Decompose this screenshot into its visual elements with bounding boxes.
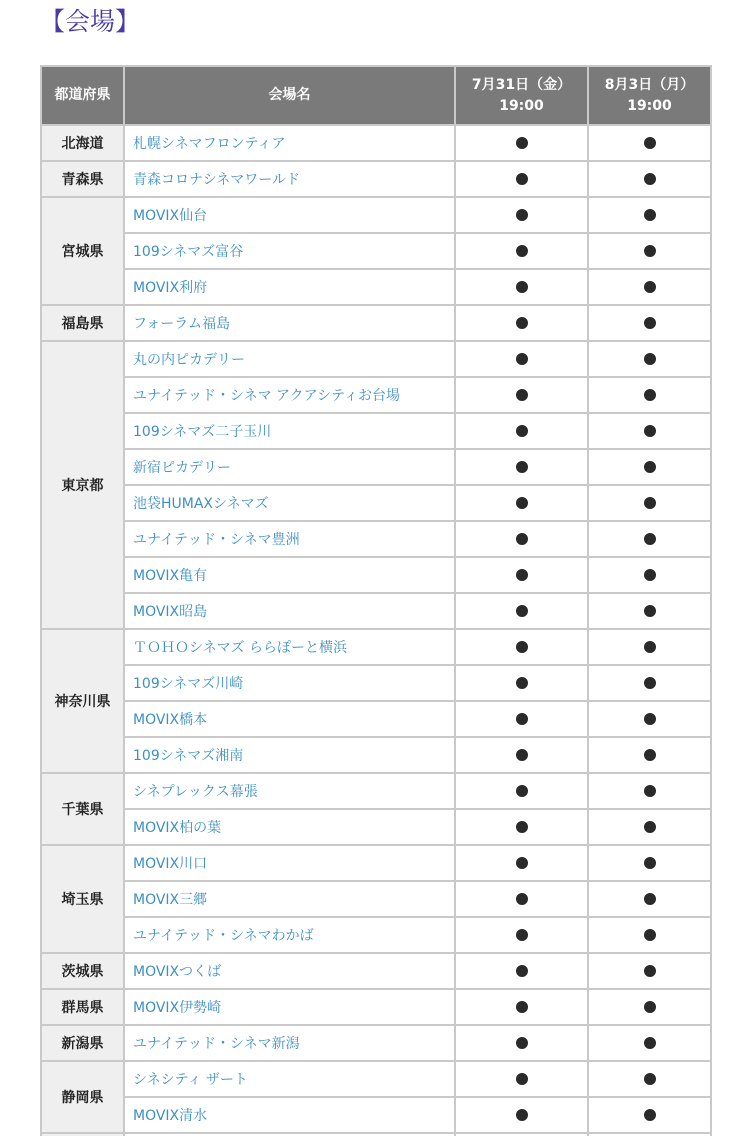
venue-cell — [124, 665, 455, 701]
available-dot-icon — [644, 605, 656, 617]
screening-date-1-cell — [455, 1061, 588, 1097]
venue-link[interactable]: ユナイテッド・シネマわかば — [133, 928, 314, 944]
venue-link[interactable]: 札幌シネマフロンティア — [133, 136, 286, 152]
venue-table-body — [41, 125, 711, 1136]
available-dot-icon — [644, 677, 656, 689]
available-dot-icon — [516, 1073, 528, 1085]
screening-date-1-cell — [455, 773, 588, 809]
table-row — [41, 197, 711, 233]
screening-date-2-cell — [588, 845, 711, 881]
venue-cell — [124, 809, 455, 845]
screening-date-2-cell — [588, 1025, 711, 1061]
screening-date-2-cell — [588, 449, 711, 485]
venue-cell — [124, 773, 455, 809]
available-dot-icon — [644, 929, 656, 941]
table-row — [41, 305, 711, 341]
available-dot-icon — [644, 245, 656, 257]
available-dot-icon — [644, 785, 656, 797]
venue-link[interactable]: フォーラム福島 — [133, 316, 231, 332]
screening-date-2-cell — [588, 161, 711, 197]
venue-link[interactable]: 新宿ピカデリー — [133, 460, 231, 476]
screening-date-1-cell — [455, 701, 588, 737]
header-date-1 — [455, 66, 588, 125]
screening-date-2-cell — [588, 413, 711, 449]
screening-date-1-cell — [455, 881, 588, 917]
available-dot-icon — [644, 209, 656, 221]
venue-link[interactable]: シネシティ ザート — [133, 1072, 248, 1088]
screening-date-2-cell — [588, 377, 711, 413]
venue-link[interactable]: 109シネマズ二子玉川 — [133, 424, 272, 440]
screening-date-2-cell — [588, 953, 711, 989]
venue-cell — [124, 917, 455, 953]
screening-date-1-cell — [455, 197, 588, 233]
available-dot-icon — [644, 569, 656, 581]
venue-cell — [124, 737, 455, 773]
available-dot-icon — [516, 749, 528, 761]
available-dot-icon — [644, 1109, 656, 1121]
available-dot-icon — [516, 353, 528, 365]
available-dot-icon — [644, 893, 656, 905]
screening-date-1-cell — [455, 521, 588, 557]
venue-link[interactable]: ユナイテッド・シネマ新潟 — [133, 1036, 300, 1052]
table-row — [41, 629, 711, 665]
available-dot-icon — [516, 173, 528, 185]
venue-link[interactable]: MOVIX川口 — [133, 856, 208, 872]
available-dot-icon — [644, 857, 656, 869]
available-dot-icon — [516, 713, 528, 725]
screening-date-1-cell — [455, 233, 588, 269]
screening-date-1-cell — [455, 917, 588, 953]
table-row — [41, 125, 711, 161]
available-dot-icon — [516, 281, 528, 293]
venue-table-header — [41, 66, 711, 125]
venue-cell — [124, 269, 455, 305]
available-dot-icon — [644, 749, 656, 761]
venue-cell — [124, 989, 455, 1025]
table-row — [41, 1061, 711, 1097]
venue-cell — [124, 1025, 455, 1061]
available-dot-icon — [516, 389, 528, 401]
screening-date-2-cell — [588, 233, 711, 269]
available-dot-icon — [516, 893, 528, 905]
available-dot-icon — [516, 461, 528, 473]
prefecture-cell: 群馬県 — [41, 989, 124, 1025]
venue-cell — [124, 413, 455, 449]
screening-date-1-cell — [455, 449, 588, 485]
header-venue: 会場名 — [124, 66, 455, 125]
venue-cell — [124, 593, 455, 629]
table-row — [41, 1097, 711, 1133]
prefecture-cell: 千葉県 — [41, 773, 124, 845]
prefecture-cell: 宮城県 — [41, 197, 124, 305]
available-dot-icon — [516, 137, 528, 149]
venue-link[interactable]: シネプレックス幕張 — [133, 784, 258, 800]
prefecture-cell: 埼玉県 — [41, 845, 124, 953]
venue-link[interactable]: 109シネマズ川崎 — [133, 676, 244, 692]
table-row — [41, 1025, 711, 1061]
screening-date-1-cell — [455, 953, 588, 989]
table-row — [41, 773, 711, 809]
venue-link[interactable]: MOVIX清水 — [133, 1108, 208, 1124]
header-date-2-time: 19:00 — [627, 97, 672, 114]
venue-link[interactable]: MOVIX利府 — [133, 280, 208, 296]
venue-link[interactable]: MOVIX仙台 — [133, 208, 208, 224]
table-row — [41, 953, 711, 989]
screening-date-1-cell — [455, 1097, 588, 1133]
venue-link[interactable]: ユナイテッド・シネマ豊洲 — [133, 532, 300, 548]
available-dot-icon — [644, 1037, 656, 1049]
screening-date-1-cell — [455, 1025, 588, 1061]
prefecture-cell: 北海道 — [41, 125, 124, 161]
available-dot-icon — [516, 1109, 528, 1121]
available-dot-icon — [644, 353, 656, 365]
screening-date-1-cell — [455, 557, 588, 593]
table-row — [41, 521, 711, 557]
available-dot-icon — [516, 245, 528, 257]
screening-date-1-cell — [455, 989, 588, 1025]
screening-date-2-cell — [588, 1061, 711, 1097]
prefecture-cell: 茨城県 — [41, 953, 124, 989]
screening-date-1-cell — [455, 629, 588, 665]
available-dot-icon — [516, 857, 528, 869]
prefecture-cell: 福島県 — [41, 305, 124, 341]
available-dot-icon — [516, 1001, 528, 1013]
screening-date-1-cell — [455, 737, 588, 773]
venue-cell — [124, 341, 455, 377]
available-dot-icon — [644, 533, 656, 545]
screening-date-2-cell — [588, 989, 711, 1025]
screening-date-2-cell — [588, 557, 711, 593]
screening-date-2-cell — [588, 521, 711, 557]
screening-date-2-cell — [588, 269, 711, 305]
screening-date-2-cell — [588, 341, 711, 377]
prefecture-cell: 東京都 — [41, 341, 124, 629]
header-prefecture: 都道府県 — [41, 66, 124, 125]
available-dot-icon — [516, 497, 528, 509]
available-dot-icon — [516, 677, 528, 689]
available-dot-icon — [644, 1073, 656, 1085]
table-row — [41, 161, 711, 197]
available-dot-icon — [516, 965, 528, 977]
available-dot-icon — [516, 317, 528, 329]
screening-date-2-cell — [588, 809, 711, 845]
venue-cell — [124, 881, 455, 917]
table-row — [41, 701, 711, 737]
prefecture-cell: 青森県 — [41, 161, 124, 197]
venue-table — [40, 65, 712, 1136]
screening-date-1-cell — [455, 341, 588, 377]
table-row — [41, 233, 711, 269]
venue-cell — [124, 845, 455, 881]
screening-date-2-cell — [588, 701, 711, 737]
screening-date-2-cell — [588, 593, 711, 629]
available-dot-icon — [516, 929, 528, 941]
table-row — [41, 917, 711, 953]
header-date-2 — [588, 66, 711, 125]
venue-cell — [124, 1061, 455, 1097]
available-dot-icon — [644, 821, 656, 833]
prefecture-cell: 静岡県 — [41, 1061, 124, 1133]
available-dot-icon — [644, 713, 656, 725]
section-title: 【会場】 — [40, 7, 141, 36]
venue-link[interactable]: 109シネマズ湘南 — [133, 748, 244, 764]
available-dot-icon — [644, 389, 656, 401]
table-row — [41, 377, 711, 413]
header-row — [41, 66, 711, 125]
screening-date-2-cell — [588, 881, 711, 917]
venue-cell — [124, 557, 455, 593]
header-date-1-day: 7月31日（金） — [471, 76, 572, 93]
table-row — [41, 881, 711, 917]
available-dot-icon — [516, 821, 528, 833]
table-row — [41, 269, 711, 305]
available-dot-icon — [516, 425, 528, 437]
table-row — [41, 593, 711, 629]
venue-link[interactable]: 丸の内ピカデリー — [133, 352, 245, 368]
available-dot-icon — [644, 497, 656, 509]
screening-date-1-cell — [455, 269, 588, 305]
table-row — [41, 845, 711, 881]
screening-date-2-cell — [588, 1097, 711, 1133]
available-dot-icon — [644, 317, 656, 329]
venue-cell — [124, 197, 455, 233]
table-row — [41, 665, 711, 701]
table-row — [41, 989, 711, 1025]
venue-cell — [124, 953, 455, 989]
available-dot-icon — [644, 173, 656, 185]
available-dot-icon — [516, 209, 528, 221]
venue-cell — [124, 521, 455, 557]
screening-date-1-cell — [455, 809, 588, 845]
header-date-1-time: 19:00 — [499, 97, 544, 114]
screening-date-2-cell — [588, 665, 711, 701]
available-dot-icon — [644, 965, 656, 977]
available-dot-icon — [516, 641, 528, 653]
venue-link[interactable]: 青森コロナシネマワールド — [133, 172, 301, 188]
venue-link[interactable]: MOVIX三郷 — [133, 892, 208, 908]
venue-cell — [124, 233, 455, 269]
venue-cell — [124, 125, 455, 161]
table-row — [41, 737, 711, 773]
available-dot-icon — [644, 1001, 656, 1013]
available-dot-icon — [516, 785, 528, 797]
available-dot-icon — [516, 533, 528, 545]
screening-date-2-cell — [588, 485, 711, 521]
table-row — [41, 413, 711, 449]
table-row — [41, 557, 711, 593]
venue-link[interactable]: MOVIX昭島 — [133, 604, 208, 620]
available-dot-icon — [644, 425, 656, 437]
venue-link[interactable]: 109シネマズ富谷 — [133, 244, 244, 260]
available-dot-icon — [644, 461, 656, 473]
venue-cell — [124, 377, 455, 413]
venue-link[interactable]: MOVIX伊勢崎 — [133, 1000, 222, 1016]
screening-date-1-cell — [455, 485, 588, 521]
screening-date-2-cell — [588, 917, 711, 953]
venue-cell — [124, 161, 455, 197]
prefecture-cell: 神奈川県 — [41, 629, 124, 773]
screening-date-1-cell — [455, 161, 588, 197]
screening-date-1-cell — [455, 377, 588, 413]
venue-cell — [124, 629, 455, 665]
venue-cell — [124, 1097, 455, 1133]
table-row — [41, 341, 711, 377]
venue-cell — [124, 485, 455, 521]
screening-date-1-cell — [455, 665, 588, 701]
screening-date-1-cell — [455, 845, 588, 881]
header-date-2-day: 8月3日（月） — [604, 76, 695, 93]
available-dot-icon — [516, 569, 528, 581]
screening-date-2-cell — [588, 305, 711, 341]
venue-link[interactable]: MOVIXつくば — [133, 964, 222, 980]
screening-date-1-cell — [455, 593, 588, 629]
screening-date-2-cell — [588, 629, 711, 665]
venue-link[interactable]: ＴＯＨＯシネマズ ららぽーと横浜 — [133, 640, 348, 656]
venue-cell — [124, 305, 455, 341]
available-dot-icon — [644, 137, 656, 149]
table-row — [41, 809, 711, 845]
available-dot-icon — [516, 1037, 528, 1049]
venue-cell — [124, 449, 455, 485]
table-row — [41, 485, 711, 521]
venue-link[interactable]: MOVIX柏の葉 — [133, 820, 222, 836]
venue-link[interactable]: MOVIX橋本 — [133, 712, 208, 728]
prefecture-cell: 新潟県 — [41, 1025, 124, 1061]
available-dot-icon — [516, 605, 528, 617]
screening-date-1-cell — [455, 413, 588, 449]
screening-date-2-cell — [588, 125, 711, 161]
screening-date-1-cell — [455, 305, 588, 341]
venue-link[interactable]: ユナイテッド・シネマ アクアシティお台場 — [133, 388, 400, 404]
available-dot-icon — [644, 641, 656, 653]
screening-date-2-cell — [588, 737, 711, 773]
available-dot-icon — [644, 281, 656, 293]
venue-cell — [124, 701, 455, 737]
screening-date-2-cell — [588, 197, 711, 233]
table-row — [41, 449, 711, 485]
venue-link[interactable]: 池袋HUMAXシネマズ — [133, 496, 269, 512]
screening-date-2-cell — [588, 773, 711, 809]
venue-link[interactable]: MOVIX亀有 — [133, 568, 208, 584]
screening-date-1-cell — [455, 125, 588, 161]
